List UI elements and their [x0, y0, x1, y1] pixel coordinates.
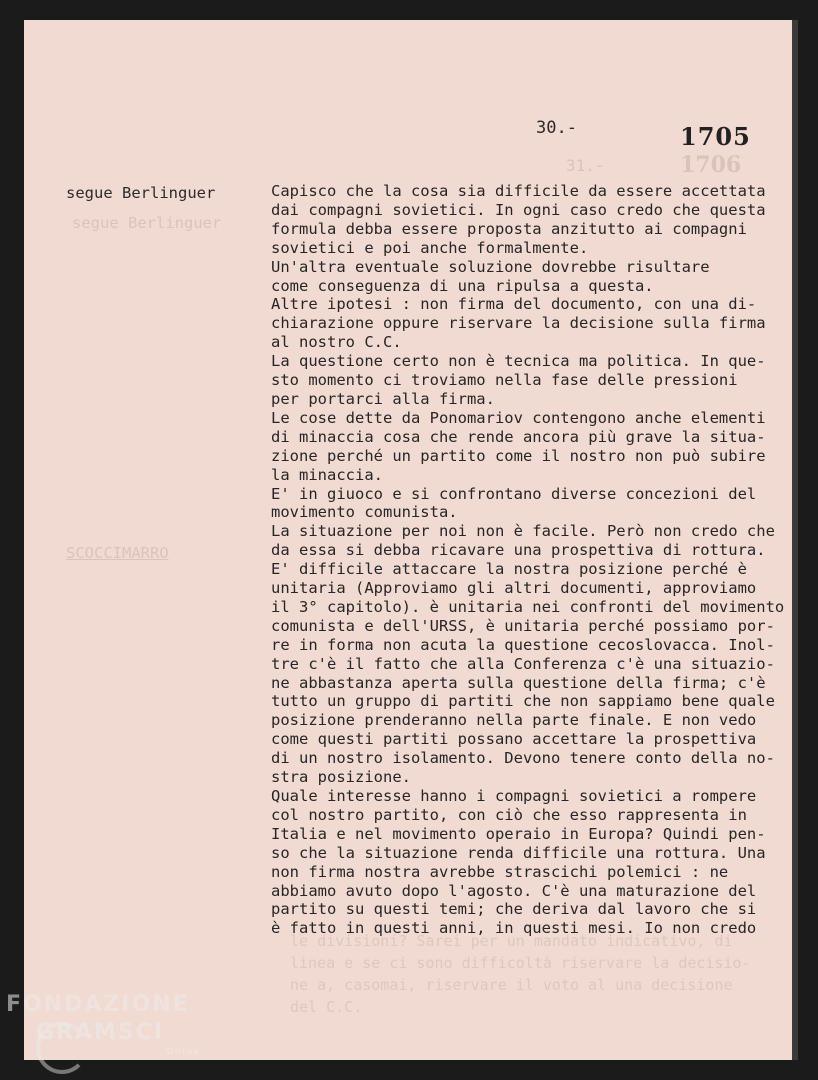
text-line: comunista e dell'URSS, è unitaria perché possiamo por-: [271, 616, 775, 635]
watermark-line1: FONDAZIONE: [6, 992, 190, 1017]
folio-number: 1705: [680, 122, 751, 151]
text-line: tutto un gruppo di partiti che non sappiamo bene quale: [271, 692, 775, 711]
text-line: Italia e nel movimento operaio in Europa? Quindi pen-: [271, 824, 766, 843]
text-line: Le cose dette da Ponomariov contengono anche elementi: [271, 408, 766, 427]
text-line: posizione prenderanno nella parte finale. E non vedo: [271, 711, 757, 730]
text-line: è fatto in questi anni, in questi mesi. Io non credo: [271, 919, 757, 938]
text-line: da essa si debba ricavare una prospettiva di rottura.: [271, 541, 766, 560]
text-line: re in forma non acuta la questione cecoslovacca. Inol-: [271, 635, 775, 654]
text-line: come questi partiti possano accettare la prospettiva: [271, 730, 757, 749]
text-line: partito su questi temi; che deriva dal lavoro che si: [271, 900, 757, 919]
text-line: abbiamo avuto dopo l'agosto. C'è una maturazione del: [271, 881, 757, 900]
text-line: non firma nostra avrebbe strascichi polemici : ne: [271, 862, 729, 881]
text-line: stra posizione.: [271, 768, 411, 787]
text-line: Quale interesse hanno i compagni sovietici a rompere: [271, 787, 757, 805]
text-line: di un nostro isolamento. Devono tenere conto della no-: [271, 749, 775, 768]
text-line: di minaccia cosa che rende ancora più grave la situa-: [271, 427, 766, 446]
text-line: sto momento ci troviamo nella fase delle pressioni: [271, 371, 738, 390]
bleed-name: SCOCCIMARRO: [66, 544, 169, 562]
text-line: il 3° capitolo). è unitaria nei confronti del movimento: [271, 597, 785, 616]
transcript-body: [271, 182, 791, 938]
text-line: col nostro partito, con ciò che esso rappresenta in: [271, 805, 747, 824]
text-line: Altre ipotesi : non firma del documento, con una di-: [271, 295, 757, 314]
text-line: La situazione per noi non è facile. Però non credo che: [271, 522, 775, 541]
text-line: zione perché un partito come il nostro non può subire: [271, 446, 766, 465]
text-line: movimento comunista.: [271, 503, 458, 522]
text-line: la minaccia.: [271, 465, 383, 484]
text-line: dai compagni sovietici. In ogni caso credo che questa: [271, 200, 766, 219]
watermark-logo: [6, 994, 200, 1057]
text-line: unitaria (Approviamo gli altri documenti, approviamo: [271, 579, 757, 598]
text-line: so che la situazione renda difficile una rottura. Una: [271, 843, 766, 862]
bleed-line: del C.C.: [290, 998, 363, 1016]
speaker-label: segue Berlinguer: [66, 184, 216, 202]
watermark-line3: Onlus: [166, 1047, 200, 1057]
text-line: La questione certo non è tecnica ma politica. In que-: [271, 352, 766, 371]
text-line: Capisco che la cosa sia difficile da essere accettata: [271, 182, 766, 200]
bleed-page-number: 31.-: [566, 156, 605, 175]
bleed-speaker: segue Berlinguer: [72, 214, 222, 232]
text-line: ne abbastanza aperta sulla questione della firma; c'è: [271, 673, 766, 692]
bleed-line: ne a, casomai, riservare il voto al una decisione: [290, 976, 733, 994]
bleed-line: le divisioni? Sarei per un mandato indicativo, di: [290, 932, 733, 950]
bleed-line: linea e se ci sono difficoltà riservare la decisio-: [290, 954, 751, 972]
text-line: Un'altra eventuale soluzione dovrebbe risultare: [271, 257, 710, 276]
page-edge: [792, 20, 798, 1060]
watermark-line2: GRAMSCI: [36, 1020, 165, 1045]
text-line: formula debba essere proposta anzitutto ai compagni: [271, 219, 747, 238]
text-line: per portarci alla firma.: [271, 389, 495, 408]
text-line: E' in giuoco e si confrontano diverse concezioni del: [271, 484, 757, 503]
text-line: E' difficile attaccare la nostra posizione perché è: [271, 560, 747, 579]
bleed-folio: 1706: [680, 152, 742, 178]
text-line: come conseguenza di una ripulsa a questa.: [271, 276, 654, 295]
text-line: chiarazione oppure riservare la decisione sulla firma: [271, 314, 766, 333]
bleed-text-block: [290, 930, 751, 1018]
text-line: tre c'è il fatto che alla Conferenza c'è una situazio-: [271, 654, 775, 673]
text-line: sovietici e poi anche formalmente.: [271, 238, 589, 257]
page-number: 30.-: [536, 118, 577, 138]
text-line: al nostro C.C.: [271, 333, 402, 352]
